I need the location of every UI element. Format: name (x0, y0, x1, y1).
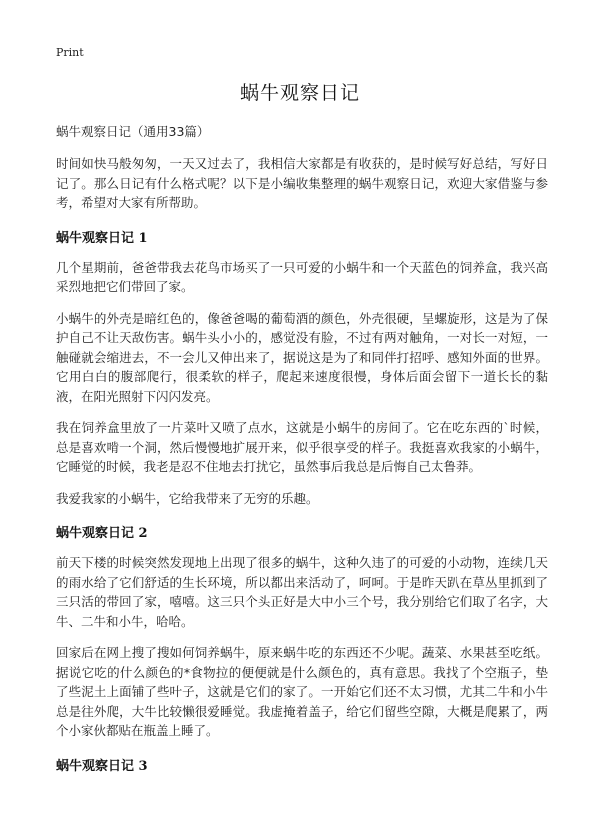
document-body (56, 122, 548, 786)
section-heading-3: 蜗牛观察日记 3 (56, 758, 148, 774)
section-heading-1: 蜗牛观察日记 1 (56, 230, 148, 246)
section-heading-2: 蜗牛观察日记 2 (56, 526, 148, 541)
intro-paragraph: 时间如快马般匆匆，一天又过去了，我相信大家都是有收获的，是时候写好总结，写好日记了。那么日记有什么格式呢？以下是小编收集整理的蜗牛观察日记，欢迎大家借鉴与参考，希望对大家有所帮助。 (56, 156, 548, 210)
document-subtitle: 蜗牛观察日记（通用33篇） (56, 124, 210, 139)
section-1-paragraph: 几个星期前，爸爸带我去花鸟市场买了一只可爱的小蜗牛和一个天蓝色的饲养盒，我兴高采烈地把它们带回了家。 (56, 259, 548, 294)
section-1-paragraph: 小蜗牛的外壳是暗红色的，像爸爸喝的葡萄酒的颜色，外壳很硬，呈螺旋形，这是为了保护自己不让天敌伤害。蜗牛头小小的，感觉没有脸，不过有两对触角，一对长一对短，一触碰就会缩进去，不一会儿又伸出来了，据说这是为了和同伴打招呼、感知外面的世界。它用白白的腹部爬行，很柔软的样子，爬起来速度很慢，身体后面会留下一道长长的黏液，在阳光照射下闪闪发亮。 (56, 310, 548, 404)
section-1-paragraph: 我在饲养盒里放了一片菜叶又喷了点水，这就是小蜗牛的房间了。它在吃东西的`时候，总是喜欢啃一个洞，然后慢慢地扩展开来，似乎很享受的样子。我挺喜欢我家的小蜗牛，它睡觉的时候，我老是忍不住地去打扰它，虽然事后我总是后悔自己太鲁莽。 (56, 420, 548, 474)
section-1-paragraph: 我爱我家的小蜗牛，它给我带来了无穷的乐趣。 (56, 490, 319, 506)
section-2-paragraph: 前天下楼的时候突然发现地上出现了很多的蜗牛，这种久违了的可爱的小动物，连续几天的雨水给了它们舒适的生长环境，所以都出来活动了，呵呵。于是昨天趴在草丛里抓到了三只活的带回了家，嘻嘻。这三只个头正好是大中小三个号，我分别给它们取了名字，大牛、二牛和小牛，哈哈。 (56, 555, 548, 629)
page-title: 蜗牛观察日记 (239, 82, 360, 104)
print-link[interactable]: Print (56, 46, 84, 59)
section-2-paragraph: 回家后在网上搜了搜如何饲养蜗牛，原来蜗牛吃的东西还不少呢。蔬菜、水果甚至吃纸。据说它吃的什么颜色的*食物拉的便便就是什么颜色的，真有意思。我找了个空瓶子，垫了些泥土上面铺了些叶子，这就是它们的家了。一开始它们还不太习惯，尤其二牛和小牛总是往外爬，大牛比较懒很爱睡觉。我虚掩着盖子，给它们留些空隙，大概是爬累了，两个小家伙都贴在瓶盖上睡了。 (56, 645, 548, 738)
